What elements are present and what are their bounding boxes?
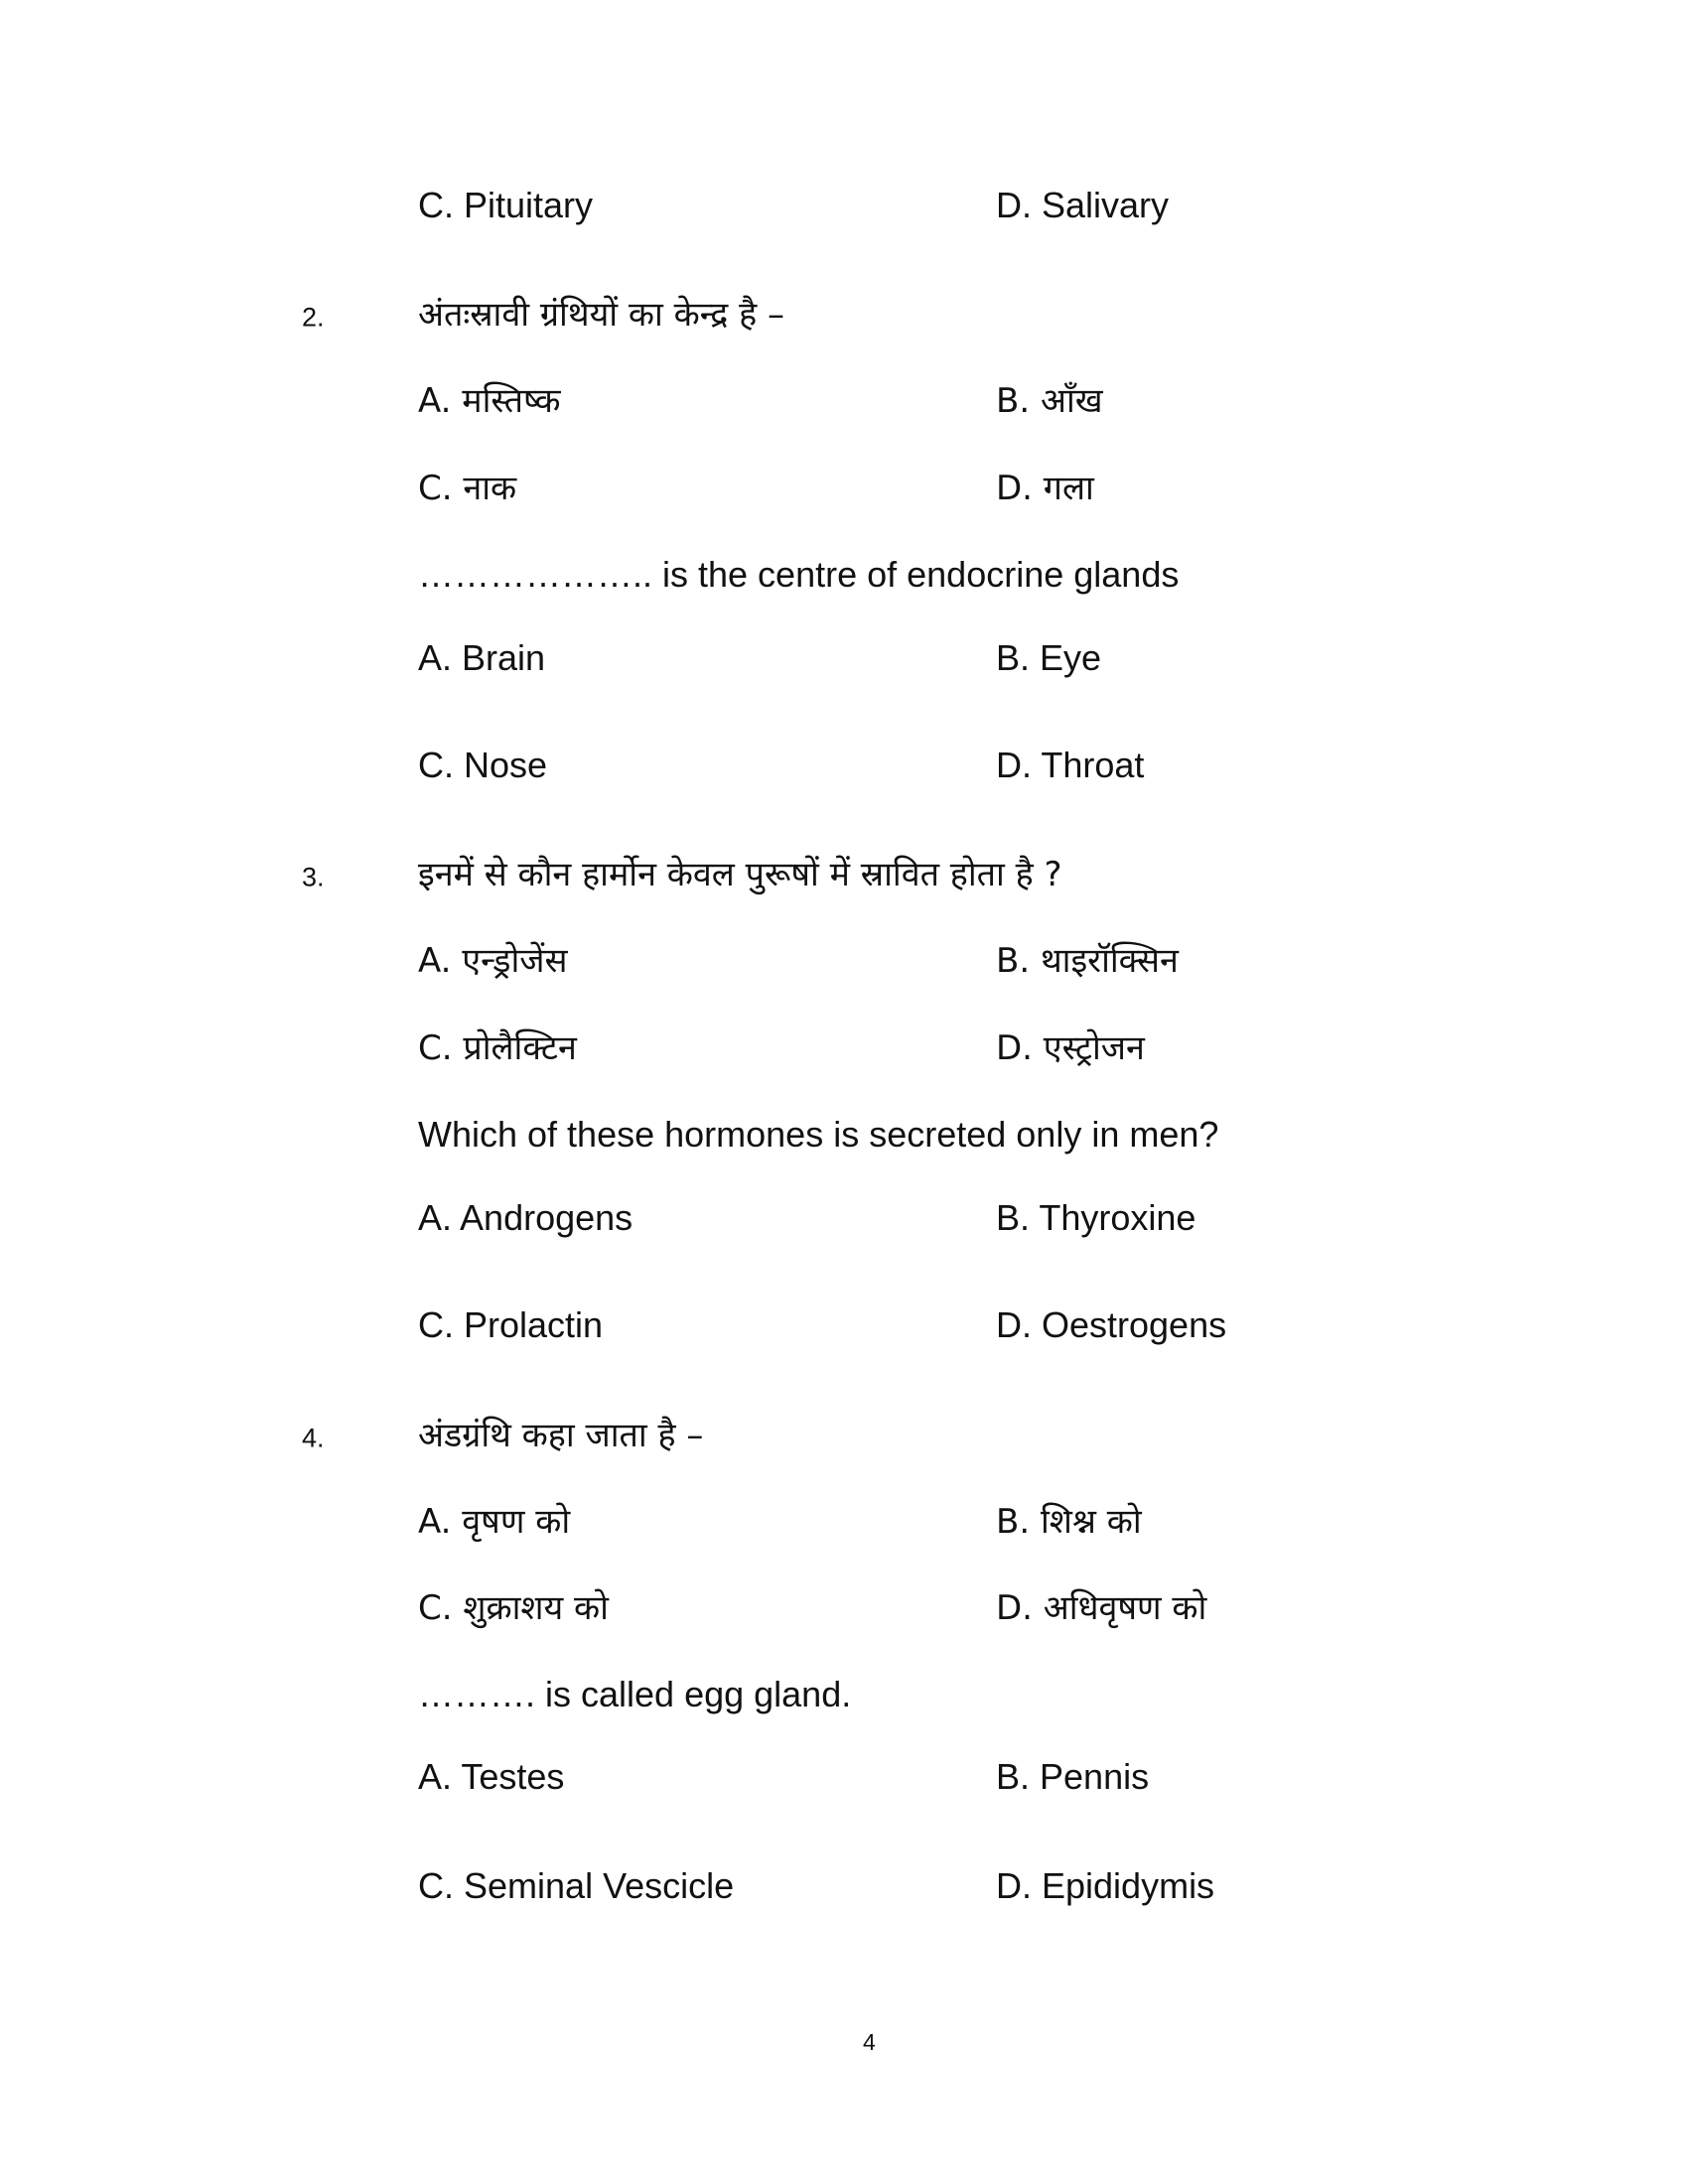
q4-english-option-b: B. Pennis — [996, 1756, 1150, 1797]
q3-english-option-c: C. Prolactin — [418, 1304, 604, 1345]
q3-hindi-option-c: C. प्रोलैक्टिन — [418, 1028, 577, 1068]
q2-number: 2. — [302, 302, 325, 333]
q3-hindi-text: इनमें से कौन हार्मोन केवल पुरूषों में स्रावित होता है ? — [418, 855, 1062, 894]
q4-hindi-text: अंडग्रंथि कहा जाता है – — [418, 1416, 704, 1455]
q3-hindi-option-a: A. एन्ड्रोजेंस — [418, 941, 568, 981]
q2-hindi-option-d: D. गला — [996, 469, 1094, 508]
q2-hindi-option-b: B. आँख — [996, 381, 1103, 421]
q2-english-option-b: B. Eye — [996, 637, 1102, 678]
q2-english-option-a: A. Brain — [418, 637, 546, 678]
q3-english-option-b: B. Thyroxine — [996, 1197, 1196, 1238]
q3-number: 3. — [302, 862, 325, 892]
q3-english-option-a: A. Androgens — [418, 1197, 633, 1238]
q2-hindi-option-c: C. नाक — [418, 469, 517, 508]
q4-hindi-option-a: A. वृषण को — [418, 1502, 571, 1542]
q1-option-d: D. Salivary — [996, 185, 1170, 225]
q4-english-option-c: C. Seminal Vescicle — [418, 1865, 735, 1906]
q3-hindi-option-d: D. एस्ट्रोजन — [996, 1028, 1145, 1068]
q4-number: 4. — [302, 1423, 325, 1453]
q2-hindi-option-a: A. मस्तिष्क — [418, 381, 561, 421]
q4-english-text: ………. is called egg gland. — [418, 1674, 852, 1714]
q2-english-option-c: C. Nose — [418, 745, 548, 785]
q4-hindi-option-b: B. शिश्न को — [996, 1502, 1142, 1542]
q4-english-option-d: D. Epididymis — [996, 1865, 1215, 1906]
q4-hindi-option-c: C. शुक्राशय को — [418, 1588, 609, 1628]
q3-english-option-d: D. Oestrogens — [996, 1304, 1227, 1345]
q4-english-option-a: A. Testes — [418, 1756, 565, 1797]
q3-hindi-option-b: B. थाइरॉक्सिन — [996, 941, 1179, 981]
q2-hindi-text: अंतःस्रावी ग्रंथियों का केन्द्र है – — [418, 295, 784, 335]
q4-hindi-option-d: D. अधिवृषण को — [996, 1588, 1207, 1628]
page-number: 4 — [863, 2029, 876, 2055]
q2-english-text: ……………….. is the centre of endocrine glands — [418, 554, 1180, 595]
q2-english-option-d: D. Throat — [996, 745, 1145, 785]
q1-option-c: C. Pituitary — [418, 185, 594, 225]
q3-english-text: Which of these hormones is secreted only in men? — [418, 1114, 1219, 1155]
